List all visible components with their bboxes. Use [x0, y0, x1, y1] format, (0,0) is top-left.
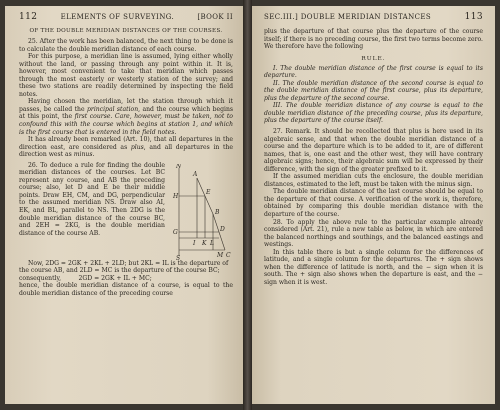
left-running-head — [19, 12, 233, 22]
label-l: L — [210, 239, 214, 247]
paragraph-25: 25. After the work has been balanced, the next thing to be done is to calculate the double meridian distance of each course. — [19, 38, 233, 53]
left-book-ref: [BOOK II — [197, 13, 233, 21]
right-running-title: SEC.III.] DOUBLE MERIDIAN DISTANCES — [264, 13, 432, 21]
label-s: S — [176, 254, 181, 260]
equation-1: Now, 2DG = 2GK + 2KL + 2LD; but 2KL = IL is the departure of the course AB, and 2LD = MC is the departure of the course BC; — [19, 259, 229, 275]
equation-2: consequently, 2GD = 2GK + IL + MC; — [19, 274, 152, 282]
right-page — [252, 6, 495, 404]
label-n: N — [176, 163, 182, 170]
left-running-title: ELEMENTS OF SURVEYING. — [60, 13, 175, 21]
rule-1: I. The double meridian distance of the first course is equal to its departure. — [264, 64, 483, 80]
label-g: G — [173, 228, 178, 236]
paragraph-27b: If the assumed meridian cuts the enclosure, the double meridian distances, estimated to the left, must be taken with the minus sign. — [264, 173, 483, 188]
paragraph-26b: hence, the double meridian distance of a course, is equal to the double meridian distance of the preceding course — [19, 282, 233, 297]
book-gutter — [243, 0, 252, 410]
paragraph-25d: It has already been remarked (Art. 10), that all departures in the direction east, are considered as plus, and all departures in the direction west as minus. — [19, 136, 233, 159]
rule-2: II. The double meridian distance of the second course is equal to the double meridian distance of the first course, plus its departure, plus the departure of the second course. — [264, 79, 483, 102]
label-a: A — [193, 170, 198, 178]
paragraph-28: 28. To apply the above rule to the particular example already considered (Art. 21), rule a new table as below, in which are entered the balanced northings and southings, and the balanced eastings and westings. — [264, 218, 483, 249]
left-page-number: 112 — [19, 12, 38, 22]
label-e: E — [206, 188, 211, 196]
rule-title: RULE. — [361, 55, 386, 62]
left-page — [5, 6, 243, 404]
paragraph-27c: The double meridian distance of the last course should be equal to the departure of that course. A verification of the work is, therefore, obtained by comparing this double meridian distance with the departure of the course. — [264, 188, 483, 219]
rule-3: III. The double meridian distance of any course is equal to the double meridian distance of the preceding course, plus its departure, plus the departure of the course itself. — [264, 102, 483, 125]
label-h: H — [173, 192, 179, 200]
right-page-number: 113 — [464, 12, 483, 22]
paragraph-25c: Having chosen the meridian, let the station through which it passes, be called the principal station, and the course which begins at this point, the first course. Care, however, must be taken, not to confound this with the course which begins at station 1, and which is the first course that is entered in the field notes. — [19, 98, 233, 136]
paragraph-28b: In this table there is but a single column for the differences of latitude, and a single column for the departures. The + sign shows when the difference of latitude is north, and the − sign when it is south. The + sign also shows when the departure is east, and the − sign when it is west. — [264, 248, 483, 286]
label-k: K — [202, 239, 207, 247]
label-i: I — [193, 239, 196, 247]
label-b: B — [215, 208, 220, 216]
meridian-distance-figure — [169, 164, 233, 260]
label-d: D — [220, 225, 225, 233]
continued-paragraph: plus the departure of that course plus the departure of the course itself; if there is no preceding course, the first two terms become zero. We therefore have the following — [264, 28, 483, 51]
label-c: C — [226, 251, 231, 259]
paragraph-26: 26. To deduce a rule for finding the double meridian distances of the courses. Let BC represent any course, and AB the preceding course; also, let D and E be their middle points. Draw EH, CM, and DG, perpendicular to the assumed meridian NS. Draw also AI, EK, and BL, parallel to NS. Then 2DG is the double meridian distance of the course BC, and 2EH = 2KG, is the double meridian distance of the course AB. — [19, 161, 165, 237]
label-m: M — [217, 251, 224, 259]
section-title: OF THE DOUBLE MERIDIAN DISTANCES OF THE COURSES. — [29, 28, 223, 34]
paragraph-27: 27. Remark. It should be recollected that plus is here used in its algebraic sense, and that when the double meridian distance of a course and the departure which is to be added to it, are of different names, that is, one east and the other west, they will have contrary algebraic signs; hence, their algebraic sum will be expressed by their difference, with the sign of the greater prefixed to it. — [264, 128, 483, 173]
right-running-head — [264, 12, 483, 22]
paragraph-25b: For this purpose, a meridian line is assumed, lying either wholly without the land, or passing through any point within it. It is, however, most convenient to take that meridian which passes through the most easterly or westerly station of the survey; and these two stations are readily determined by inspecting the field notes. — [19, 53, 233, 98]
paragraph-26-with-figure — [19, 162, 233, 260]
